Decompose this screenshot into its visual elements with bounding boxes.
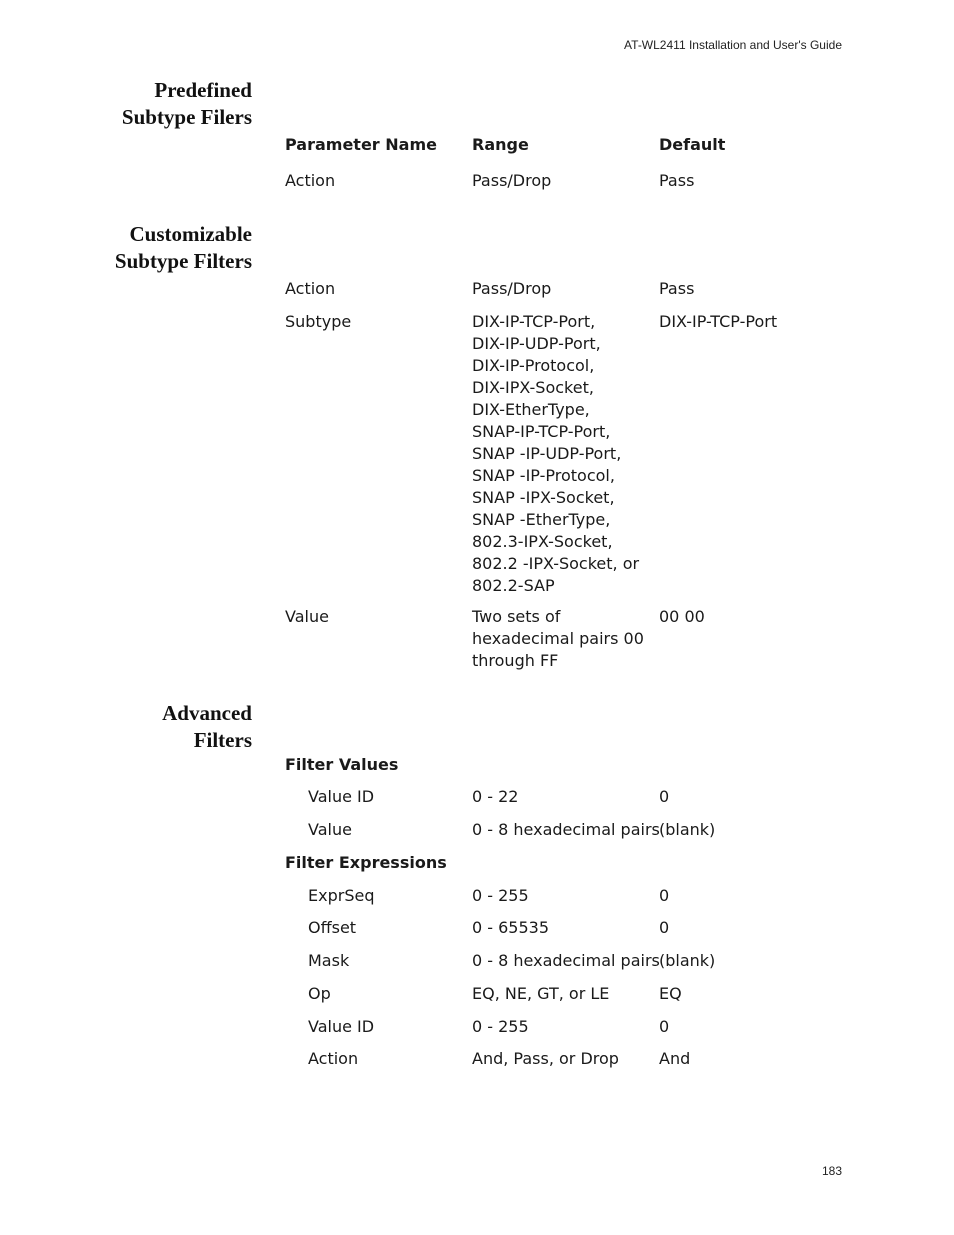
param-default: DIX-IP-TCP-Port xyxy=(659,312,778,331)
range-line: SNAP-IP-TCP-Port, xyxy=(472,422,611,441)
param-range-list xyxy=(472,606,644,672)
param-name: Value xyxy=(285,607,329,626)
column-header-default: Default xyxy=(659,135,726,154)
param-name: Subtype xyxy=(285,312,352,331)
param-name: ExprSeq xyxy=(308,886,375,905)
heading-line: Advanced xyxy=(162,701,252,725)
heading-line: Customizable xyxy=(129,222,252,246)
param-name: Op xyxy=(308,984,331,1003)
section-heading-predefined xyxy=(122,77,252,131)
param-range-list xyxy=(472,311,639,597)
param-range: 0 - 65535 xyxy=(472,918,550,937)
param-default: (blank) xyxy=(659,820,716,839)
param-range: 0 - 8 hexadecimal pairs xyxy=(472,951,660,970)
param-name: Value ID xyxy=(308,787,375,806)
param-name: Action xyxy=(285,279,336,298)
range-line: DIX-IPX-Socket, xyxy=(472,378,594,397)
page-number: 183 xyxy=(821,1164,842,1178)
param-range: Pass/Drop xyxy=(472,171,552,190)
range-line: 802.2 -IPX-Socket, or xyxy=(472,554,640,573)
subsection-heading-filter-values: Filter Values xyxy=(285,755,399,774)
heading-line: Filters xyxy=(193,728,252,752)
range-line: DIX-IP-Protocol, xyxy=(472,356,595,375)
param-range: Pass/Drop xyxy=(472,279,552,298)
param-range: 0 - 255 xyxy=(472,1017,529,1036)
param-default: EQ xyxy=(659,984,682,1003)
param-name: Value xyxy=(308,820,352,839)
range-line: DIX-IP-UDP-Port, xyxy=(472,334,601,353)
param-default: 0 xyxy=(659,787,670,806)
param-default: 00 00 xyxy=(659,607,705,626)
param-name: Value ID xyxy=(308,1017,375,1036)
param-default: 0 xyxy=(659,918,670,937)
param-default: (blank) xyxy=(659,951,716,970)
param-default: 0 xyxy=(659,1017,670,1036)
param-default: Pass xyxy=(659,279,695,298)
section-heading-advanced xyxy=(162,700,252,754)
range-line: 802.2-SAP xyxy=(472,576,555,595)
heading-line: Predefined xyxy=(154,78,252,102)
section-heading-customizable xyxy=(115,221,252,275)
param-name: Offset xyxy=(308,918,357,937)
range-line: SNAP -IPX-Socket, xyxy=(472,488,615,507)
range-line: DIX-IP-TCP-Port, xyxy=(472,312,596,331)
param-range: 0 - 8 hexadecimal pairs xyxy=(472,820,660,839)
range-line: SNAP -EtherType, xyxy=(472,510,611,529)
heading-line: Subtype Filters xyxy=(114,249,252,273)
column-header-range: Range xyxy=(472,135,529,154)
range-line: 802.3-IPX-Socket, xyxy=(472,532,613,551)
subsection-heading-filter-expressions: Filter Expressions xyxy=(285,853,447,872)
param-name: Action xyxy=(285,171,336,190)
param-default: Pass xyxy=(659,171,695,190)
range-line: through FF xyxy=(472,651,559,670)
param-name: Mask xyxy=(308,951,350,970)
param-range: And, Pass, or Drop xyxy=(472,1049,619,1068)
range-line: hexadecimal pairs 00 xyxy=(472,629,644,648)
param-range: 0 - 255 xyxy=(472,886,529,905)
range-line: Two sets of xyxy=(472,607,561,626)
param-default: And xyxy=(659,1049,691,1068)
param-range: 0 - 22 xyxy=(472,787,519,806)
range-line: DIX-EtherType, xyxy=(472,400,590,419)
param-name: Action xyxy=(308,1049,359,1068)
heading-line: Subtype Filers xyxy=(121,105,252,129)
range-line: SNAP -IP-Protocol, xyxy=(472,466,615,485)
column-header-parameter-name: Parameter Name xyxy=(285,135,437,154)
param-default: 0 xyxy=(659,886,670,905)
range-line: SNAP -IP-UDP-Port, xyxy=(472,444,622,463)
param-range: EQ, NE, GT, or LE xyxy=(472,984,610,1003)
running-head: AT-WL2411 Installation and User's Guide xyxy=(624,38,842,52)
